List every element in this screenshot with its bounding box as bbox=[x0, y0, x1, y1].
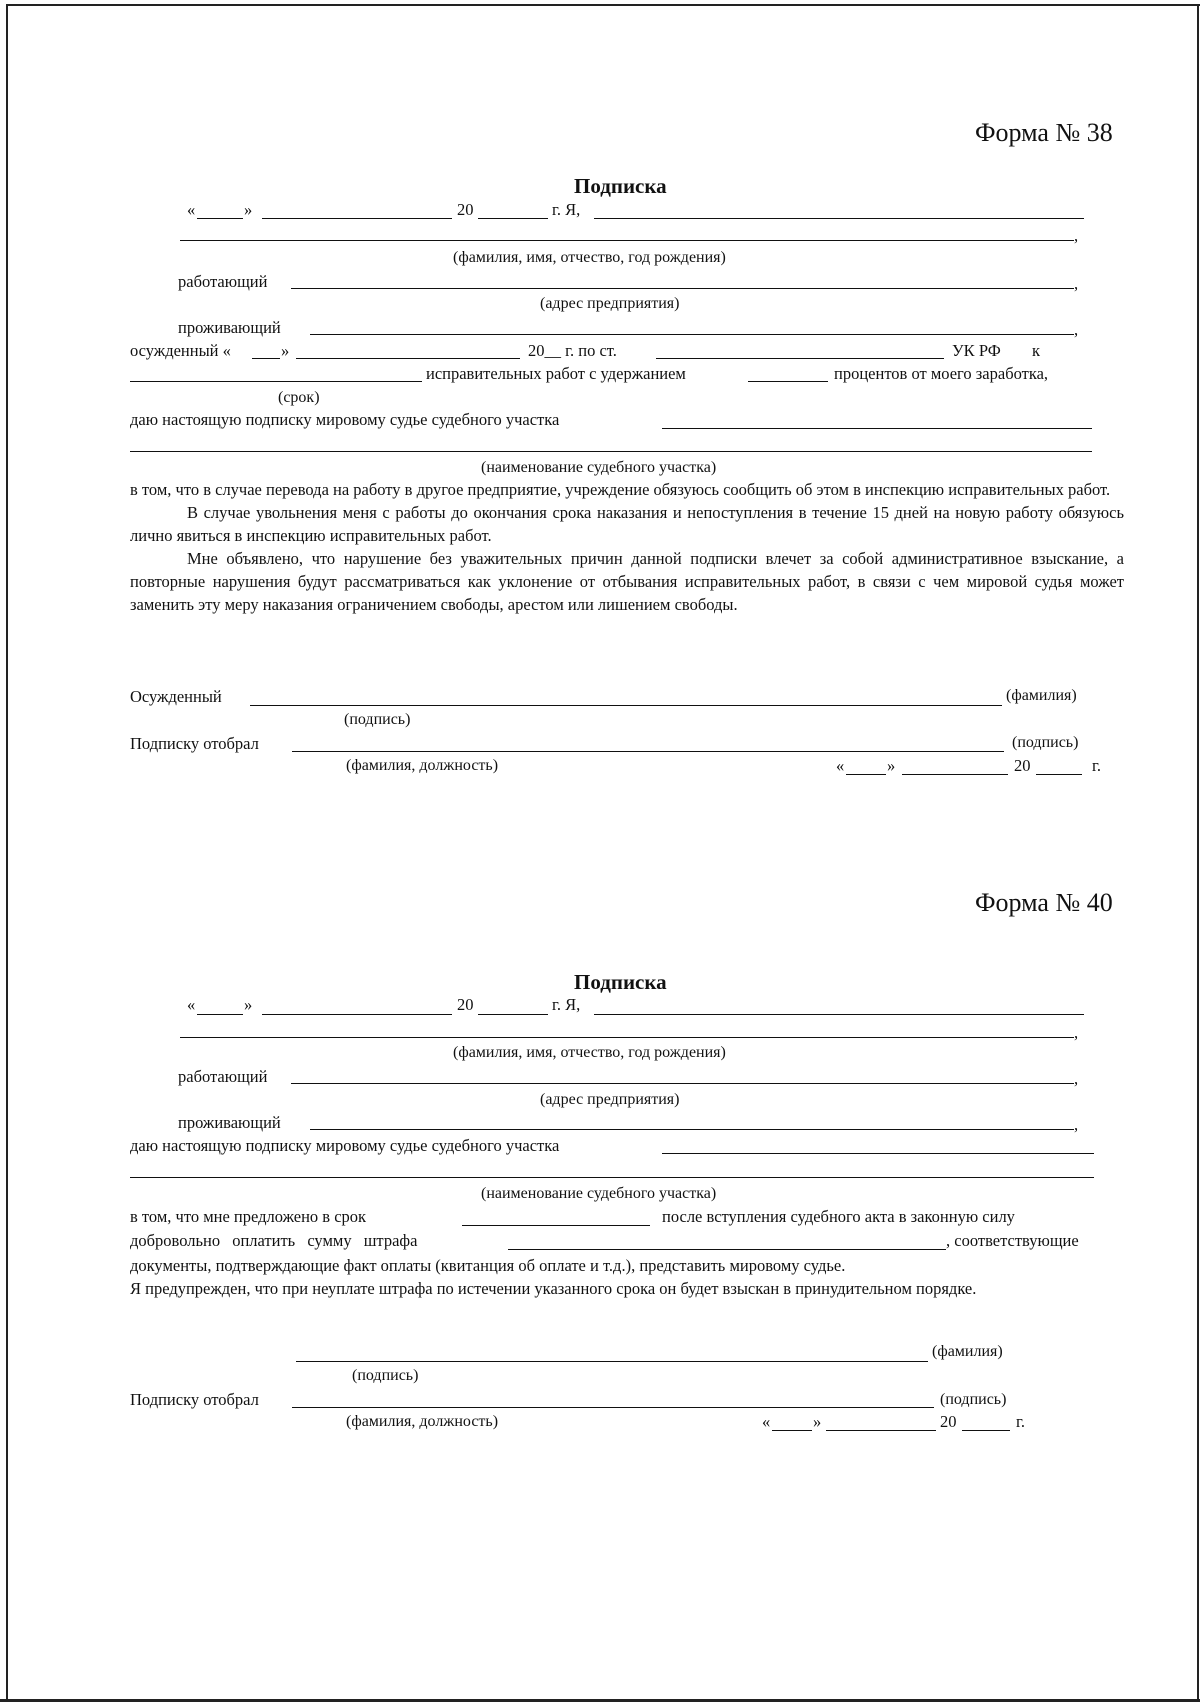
surname-caption: (фамилия) bbox=[1006, 687, 1077, 704]
term-field[interactable] bbox=[462, 1225, 650, 1226]
year2-suffix: г. bbox=[1092, 756, 1102, 775]
percent-field[interactable] bbox=[748, 381, 828, 382]
pay-end: , соответствующие bbox=[946, 1231, 1079, 1250]
fio-caption: (фамилия, имя, отчество, год рождения) bbox=[453, 1044, 726, 1061]
paragraph-dismissal: В случае увольнения меня с работы до окончания срока наказания и непоступления в течение 15 дней на новую работу обязуюсь лично явиться в инспекцию исправительных работ. bbox=[130, 503, 1124, 545]
month-field[interactable] bbox=[262, 1014, 452, 1015]
page-border-right bbox=[1197, 4, 1199, 1702]
year2-field[interactable] bbox=[962, 1430, 1010, 1431]
convict-day-field[interactable] bbox=[252, 358, 280, 359]
form-number: Форма № 40 bbox=[975, 888, 1113, 917]
company-address-field[interactable] bbox=[291, 288, 1074, 289]
residence-field[interactable] bbox=[310, 1129, 1074, 1130]
comma: , bbox=[1074, 320, 1079, 339]
date2-day-field[interactable] bbox=[772, 1430, 812, 1431]
term-caption: (срок) bbox=[278, 389, 320, 406]
residing-label: проживающий bbox=[178, 318, 281, 337]
date-close-quote: » bbox=[244, 200, 253, 219]
date-close-quote: » bbox=[244, 995, 253, 1014]
date2-open-quote: « bbox=[836, 756, 845, 775]
working-label: работающий bbox=[178, 272, 268, 291]
page-border-top bbox=[6, 4, 1200, 6]
taken-by-field[interactable] bbox=[292, 751, 1004, 752]
company-address-field[interactable] bbox=[291, 1083, 1074, 1084]
year-article: 20__ г. по ст. bbox=[528, 341, 617, 360]
year-field[interactable] bbox=[478, 218, 548, 219]
preposition-k: к bbox=[1032, 341, 1041, 360]
date2-month-field[interactable] bbox=[902, 774, 1008, 775]
court-field-1[interactable] bbox=[662, 428, 1092, 429]
date2-month-field[interactable] bbox=[826, 1430, 936, 1431]
form-number: Форма № 38 bbox=[975, 118, 1113, 147]
name-field-2[interactable] bbox=[180, 1037, 1074, 1038]
comma: , bbox=[1074, 226, 1079, 245]
percent-text: процентов от моего заработка, bbox=[834, 364, 1049, 383]
year2-prefix: 20 bbox=[1014, 756, 1031, 775]
year-suffix-i: г. Я, bbox=[552, 995, 581, 1014]
article-field[interactable] bbox=[656, 358, 944, 359]
year-prefix: 20 bbox=[457, 995, 474, 1014]
term-field[interactable] bbox=[130, 381, 422, 382]
date-open-quote: « bbox=[187, 995, 196, 1014]
name-field-2[interactable] bbox=[180, 240, 1074, 241]
pay-text: добровольно оплатить сумму штрафа bbox=[130, 1231, 418, 1250]
surname-caption: (фамилия) bbox=[932, 1343, 1003, 1360]
date-open-quote: « bbox=[187, 200, 196, 219]
taken-label: Подписку отобрал bbox=[130, 1390, 259, 1409]
uk-rf: УК РФ bbox=[952, 341, 1001, 360]
comma: , bbox=[1074, 1069, 1079, 1088]
paragraph-documents: документы, подтверждающие факт оплаты (квитанция об оплате и т.д.), представить мировому судье. bbox=[130, 1256, 846, 1275]
paragraphs bbox=[130, 1254, 1124, 1300]
convicted-label: осужденный « bbox=[130, 341, 231, 360]
year2-field[interactable] bbox=[1036, 774, 1082, 775]
date2-day-field[interactable] bbox=[846, 774, 886, 775]
convicted-close-quote: » bbox=[281, 341, 290, 360]
court-field-2[interactable] bbox=[130, 451, 1092, 452]
court-caption: (наименование судебного участка) bbox=[481, 1185, 717, 1202]
signature-caption: (подпись) bbox=[344, 711, 411, 728]
residing-label: проживающий bbox=[178, 1113, 281, 1132]
year-prefix: 20 bbox=[457, 200, 474, 219]
comma: , bbox=[1074, 1023, 1079, 1042]
name-position-caption: (фамилия, должность) bbox=[346, 1413, 499, 1430]
page-border-left bbox=[6, 4, 8, 1702]
company-caption: (адрес предприятия) bbox=[540, 295, 680, 312]
date2-close-quote: » bbox=[887, 756, 896, 775]
fine-amount-field[interactable] bbox=[508, 1249, 946, 1250]
day-field[interactable] bbox=[197, 218, 243, 219]
paragraphs bbox=[130, 478, 1124, 616]
form-heading: Подписка bbox=[574, 174, 667, 198]
day-field[interactable] bbox=[197, 1014, 243, 1015]
give-text: даю настоящую подписку мировому судье судебного участка bbox=[130, 1136, 560, 1155]
corrective-work-text: исправительных работ с удержанием bbox=[426, 364, 686, 383]
signature-caption: (подпись) bbox=[352, 1367, 419, 1384]
court-field-1[interactable] bbox=[662, 1153, 1094, 1154]
residence-field[interactable] bbox=[310, 334, 1074, 335]
signature-caption-2: (подпись) bbox=[1012, 734, 1079, 751]
give-text: даю настоящую подписку мировому судье судебного участка bbox=[130, 410, 560, 429]
convict-sign-label: Осужденный bbox=[130, 687, 222, 706]
month-field[interactable] bbox=[262, 218, 452, 219]
convict-month-field[interactable] bbox=[296, 358, 520, 359]
paragraph-transfer: в том, что в случае перевода на работу в другое предприятие, учреждение обязуюсь сообщить об этом в инспекцию исправительных работ. bbox=[130, 480, 1111, 499]
form-heading: Подписка bbox=[574, 970, 667, 994]
year2-suffix: г. bbox=[1016, 1412, 1026, 1431]
paragraph-warning: Я предупрежден, что при неуплате штрафа по истечении указанного срока он будет взыскан в принудительном порядке. bbox=[130, 1279, 977, 1298]
comma: , bbox=[1074, 1115, 1079, 1134]
name-field-1[interactable] bbox=[594, 218, 1084, 219]
year-field[interactable] bbox=[478, 1014, 548, 1015]
name-position-caption: (фамилия, должность) bbox=[346, 757, 499, 774]
comma: , bbox=[1074, 274, 1079, 293]
signature-caption-2: (подпись) bbox=[940, 1391, 1007, 1408]
company-caption: (адрес предприятия) bbox=[540, 1091, 680, 1108]
paragraph-violation: Мне объявлено, что нарушение без уважительных причин данной подписки влечет за собой административное взыскание, а повторные нарушения будут рассматриваться как уклонение от отбывания исправительных работ, в связи с чем мировой судья может заменить эту меру наказания ограничением свободы, арестом или лишением свободы. bbox=[130, 549, 1124, 614]
year-suffix-i: г. Я, bbox=[552, 200, 581, 219]
fio-caption: (фамилия, имя, отчество, год рождения) bbox=[453, 249, 726, 266]
year2-prefix: 20 bbox=[940, 1412, 957, 1431]
convict-sign-field[interactable] bbox=[296, 1361, 928, 1362]
convict-sign-field[interactable] bbox=[250, 705, 1002, 706]
working-label: работающий bbox=[178, 1067, 268, 1086]
taken-label: Подписку отобрал bbox=[130, 734, 259, 753]
date2-open-quote: « bbox=[762, 1412, 771, 1431]
offer-start: в том, что мне предложено в срок bbox=[130, 1207, 367, 1226]
date2-close-quote: » bbox=[813, 1412, 822, 1431]
court-caption: (наименование судебного участка) bbox=[481, 459, 717, 476]
offer-end: после вступления судебного акта в законную силу bbox=[662, 1207, 1015, 1226]
court-field-2[interactable] bbox=[130, 1177, 1094, 1178]
name-field-1[interactable] bbox=[594, 1014, 1084, 1015]
taken-by-field[interactable] bbox=[292, 1407, 934, 1408]
